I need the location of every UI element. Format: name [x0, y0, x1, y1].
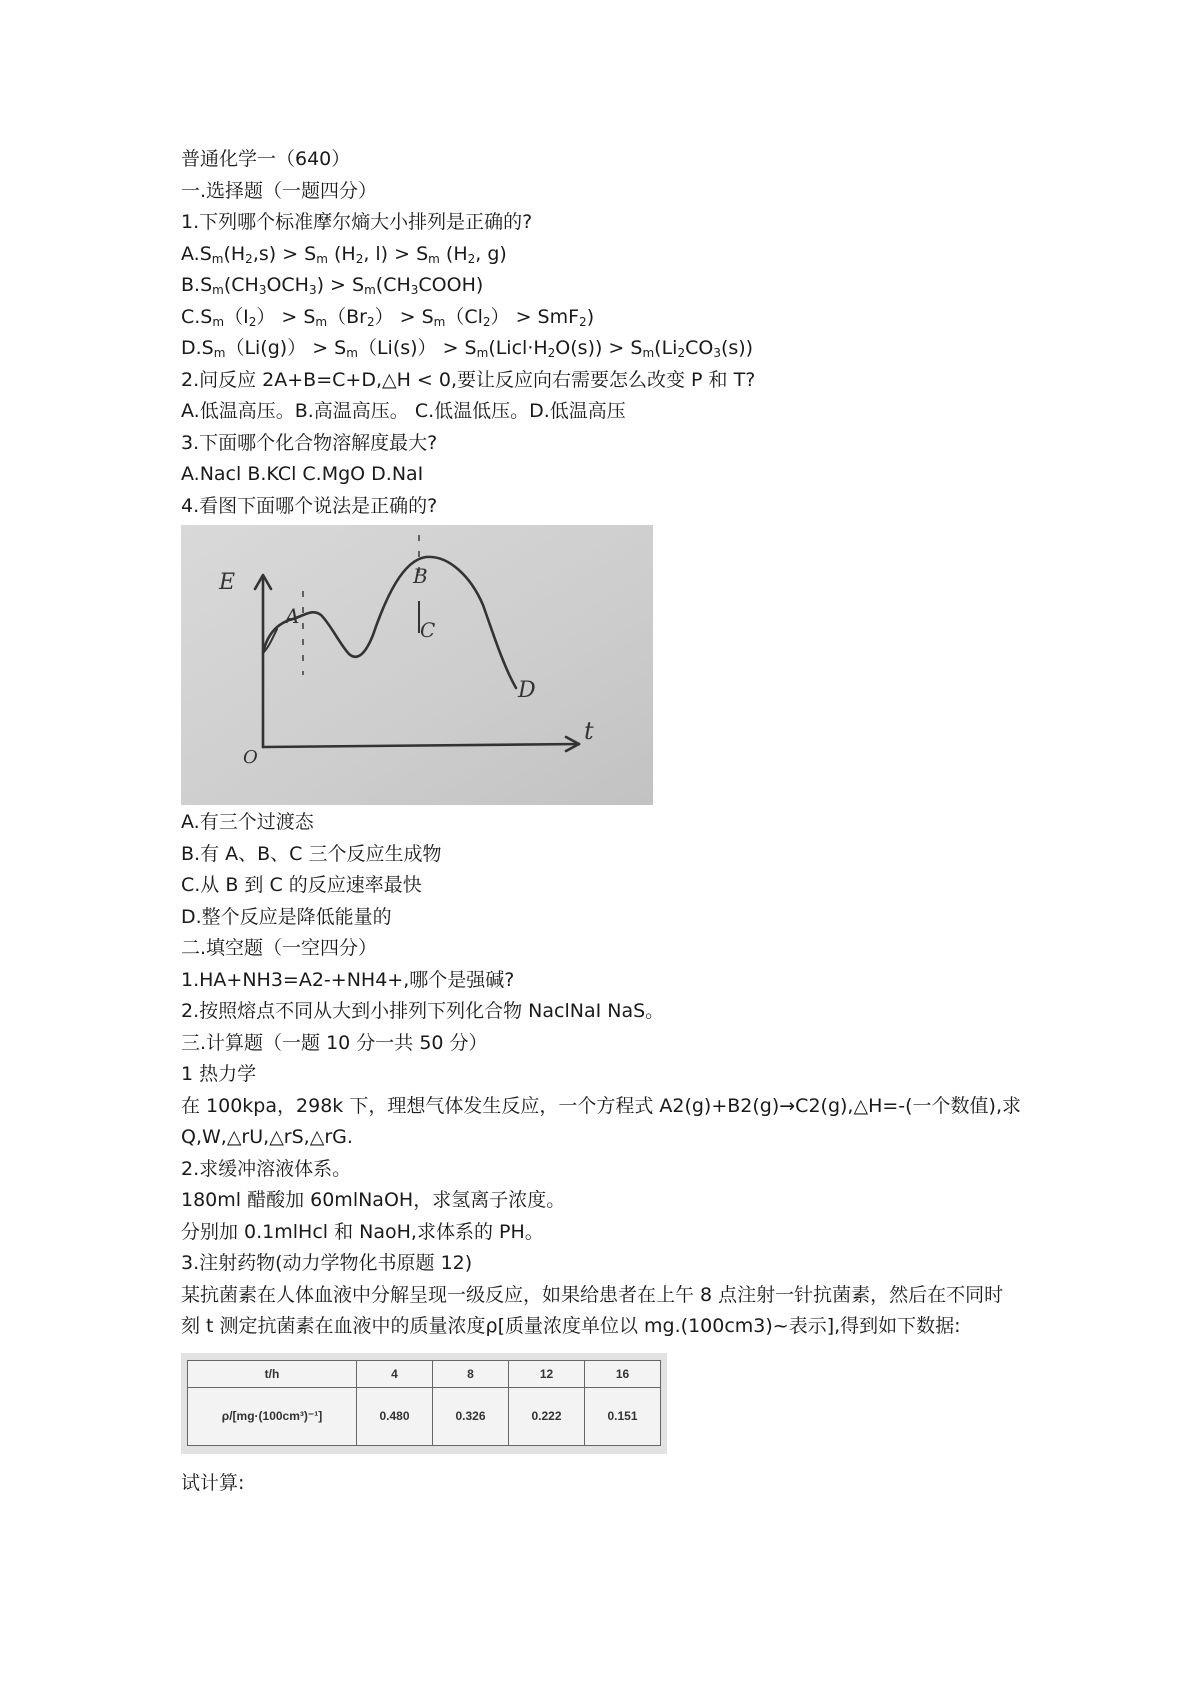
calc-question-3-tail: 试计算:: [181, 1471, 245, 1494]
table-cell: 0.151: [585, 1387, 661, 1445]
exam-title: 普通化学一（640）: [181, 148, 351, 170]
energy-diagram: [181, 525, 653, 805]
question-4-option-b: B.有 A、B、C 三个反应生成物: [181, 842, 442, 865]
data-table: [187, 1360, 661, 1446]
table-header-cell: 16: [585, 1360, 661, 1387]
table-cell: 0.222: [509, 1387, 585, 1445]
table-header-cell: 12: [509, 1360, 585, 1387]
question-3-options: A.Nacl B.KCl C.MgO D.NaI: [181, 463, 424, 485]
table-header-cell: 8: [433, 1360, 509, 1387]
calc-question-1-title: 1 热力学: [181, 1063, 257, 1085]
point-label-b: B: [413, 564, 428, 588]
point-label-d: D: [518, 678, 536, 703]
question-4-stem: 4.看图下面哪个说法是正确的?: [181, 494, 438, 517]
point-label-a: A: [285, 604, 300, 628]
fill-question-2: 2.按照熔点不同从大到小排列下列化合物 NaclNaI NaS。: [181, 1000, 665, 1022]
table-header-row: [188, 1360, 661, 1387]
calc-question-3-body: 某抗菌素在人体血液中分解呈现一级反应，如果给患者在上午 8 点注射一针抗菌素，然后在不同时刻 t 测定抗菌素在血液中的质量浓度ρ[质量浓度单位以 mg.(100cm3)~表示],得到如下数据:: [181, 1283, 1004, 1337]
axis-label-e: E: [219, 570, 236, 595]
data-table-photo: [181, 1353, 667, 1454]
table-row-label: ρ/[mg·(100cm³)⁻¹]: [188, 1387, 357, 1445]
table-cell: 0.326: [433, 1387, 509, 1445]
section-heading-fill: 二.填空题（一空四分）: [181, 937, 378, 959]
origin-label: O: [243, 747, 258, 768]
question-1-option-a: $A.S_m(H_2,s) > S_m$ ($H_2$, $l) > S_m$ ($H_2$, g): [181, 242, 507, 266]
question-1-option-c: $C.S_m(I_2) > S_m(Br_2) > S_m(Cl_2) > SmF_2$): [181, 305, 595, 329]
question-3-stem: 3.下面哪个化合物溶解度最大?: [181, 431, 438, 454]
question-1-option-b: $B.S_m(CH_3OCH_3)$ > $S_m(CH_3COOH)$: [181, 274, 484, 297]
energy-diagram-photo: [181, 525, 653, 805]
question-4-option-a: A.有三个过渡态: [181, 811, 314, 833]
table-cell: 0.480: [357, 1387, 433, 1445]
question-1-option-d: $D.S_m(Li(g)) > S_m(Li(s))$ > $S_m(Licl\cdot H_2O(s)) > S_m(Li_2CO_3(s))$: [181, 337, 754, 360]
calc-question-1-body: 在 100kpa，298k 下，理想气体发生反应，一个方程式 A2(g)+B2(g)→C2(g),△H=-(一个数值),求 Q,W,△rU,△rS,△rG.: [181, 1094, 1021, 1148]
section-heading-calc: 三.计算题（一题 10 分一共 50 分）: [181, 1031, 488, 1054]
axis-label-t: t: [584, 717, 594, 745]
question-2-options: A.低温高压。B.高温高压。 C.低温低压。D.低温高压: [181, 400, 626, 422]
question-4-option-c: C.从 B 到 C 的反应速率最快: [181, 874, 422, 896]
calc-question-3-title: 3.注射药物(动力学物化书原题 12): [181, 1252, 473, 1274]
table-header-cell: 4: [357, 1360, 433, 1387]
point-label-c: C: [420, 618, 436, 642]
question-2-stem: 2.问反应 2A+B=C+D,△H < 0,要让反应向右需要怎么改变 P 和 T?: [181, 368, 756, 391]
table-header-cell: t/h: [188, 1360, 357, 1387]
document-body: [181, 144, 1021, 1499]
calc-question-2-line-2: 分别加 0.1mlHcl 和 NaoH,求体系的 PH。: [181, 1220, 544, 1243]
question-4-option-d: D.整个反应是降低能量的: [181, 905, 392, 928]
table-row: [188, 1387, 661, 1445]
section-heading-choice: 一.选择题（一题四分）: [181, 179, 378, 202]
question-1-stem: 1.下列哪个标准摩尔熵大小排列是正确的?: [181, 211, 533, 233]
fill-question-1: 1.HA+NH3=A2-+NH4+,哪个是强碱?: [181, 968, 515, 991]
calc-question-2-title: 2.求缓冲溶液体系。: [181, 1157, 352, 1180]
calc-question-2-line-1: 180ml 醋酸加 60mlNaOH，求氢离子浓度。: [181, 1189, 566, 1211]
